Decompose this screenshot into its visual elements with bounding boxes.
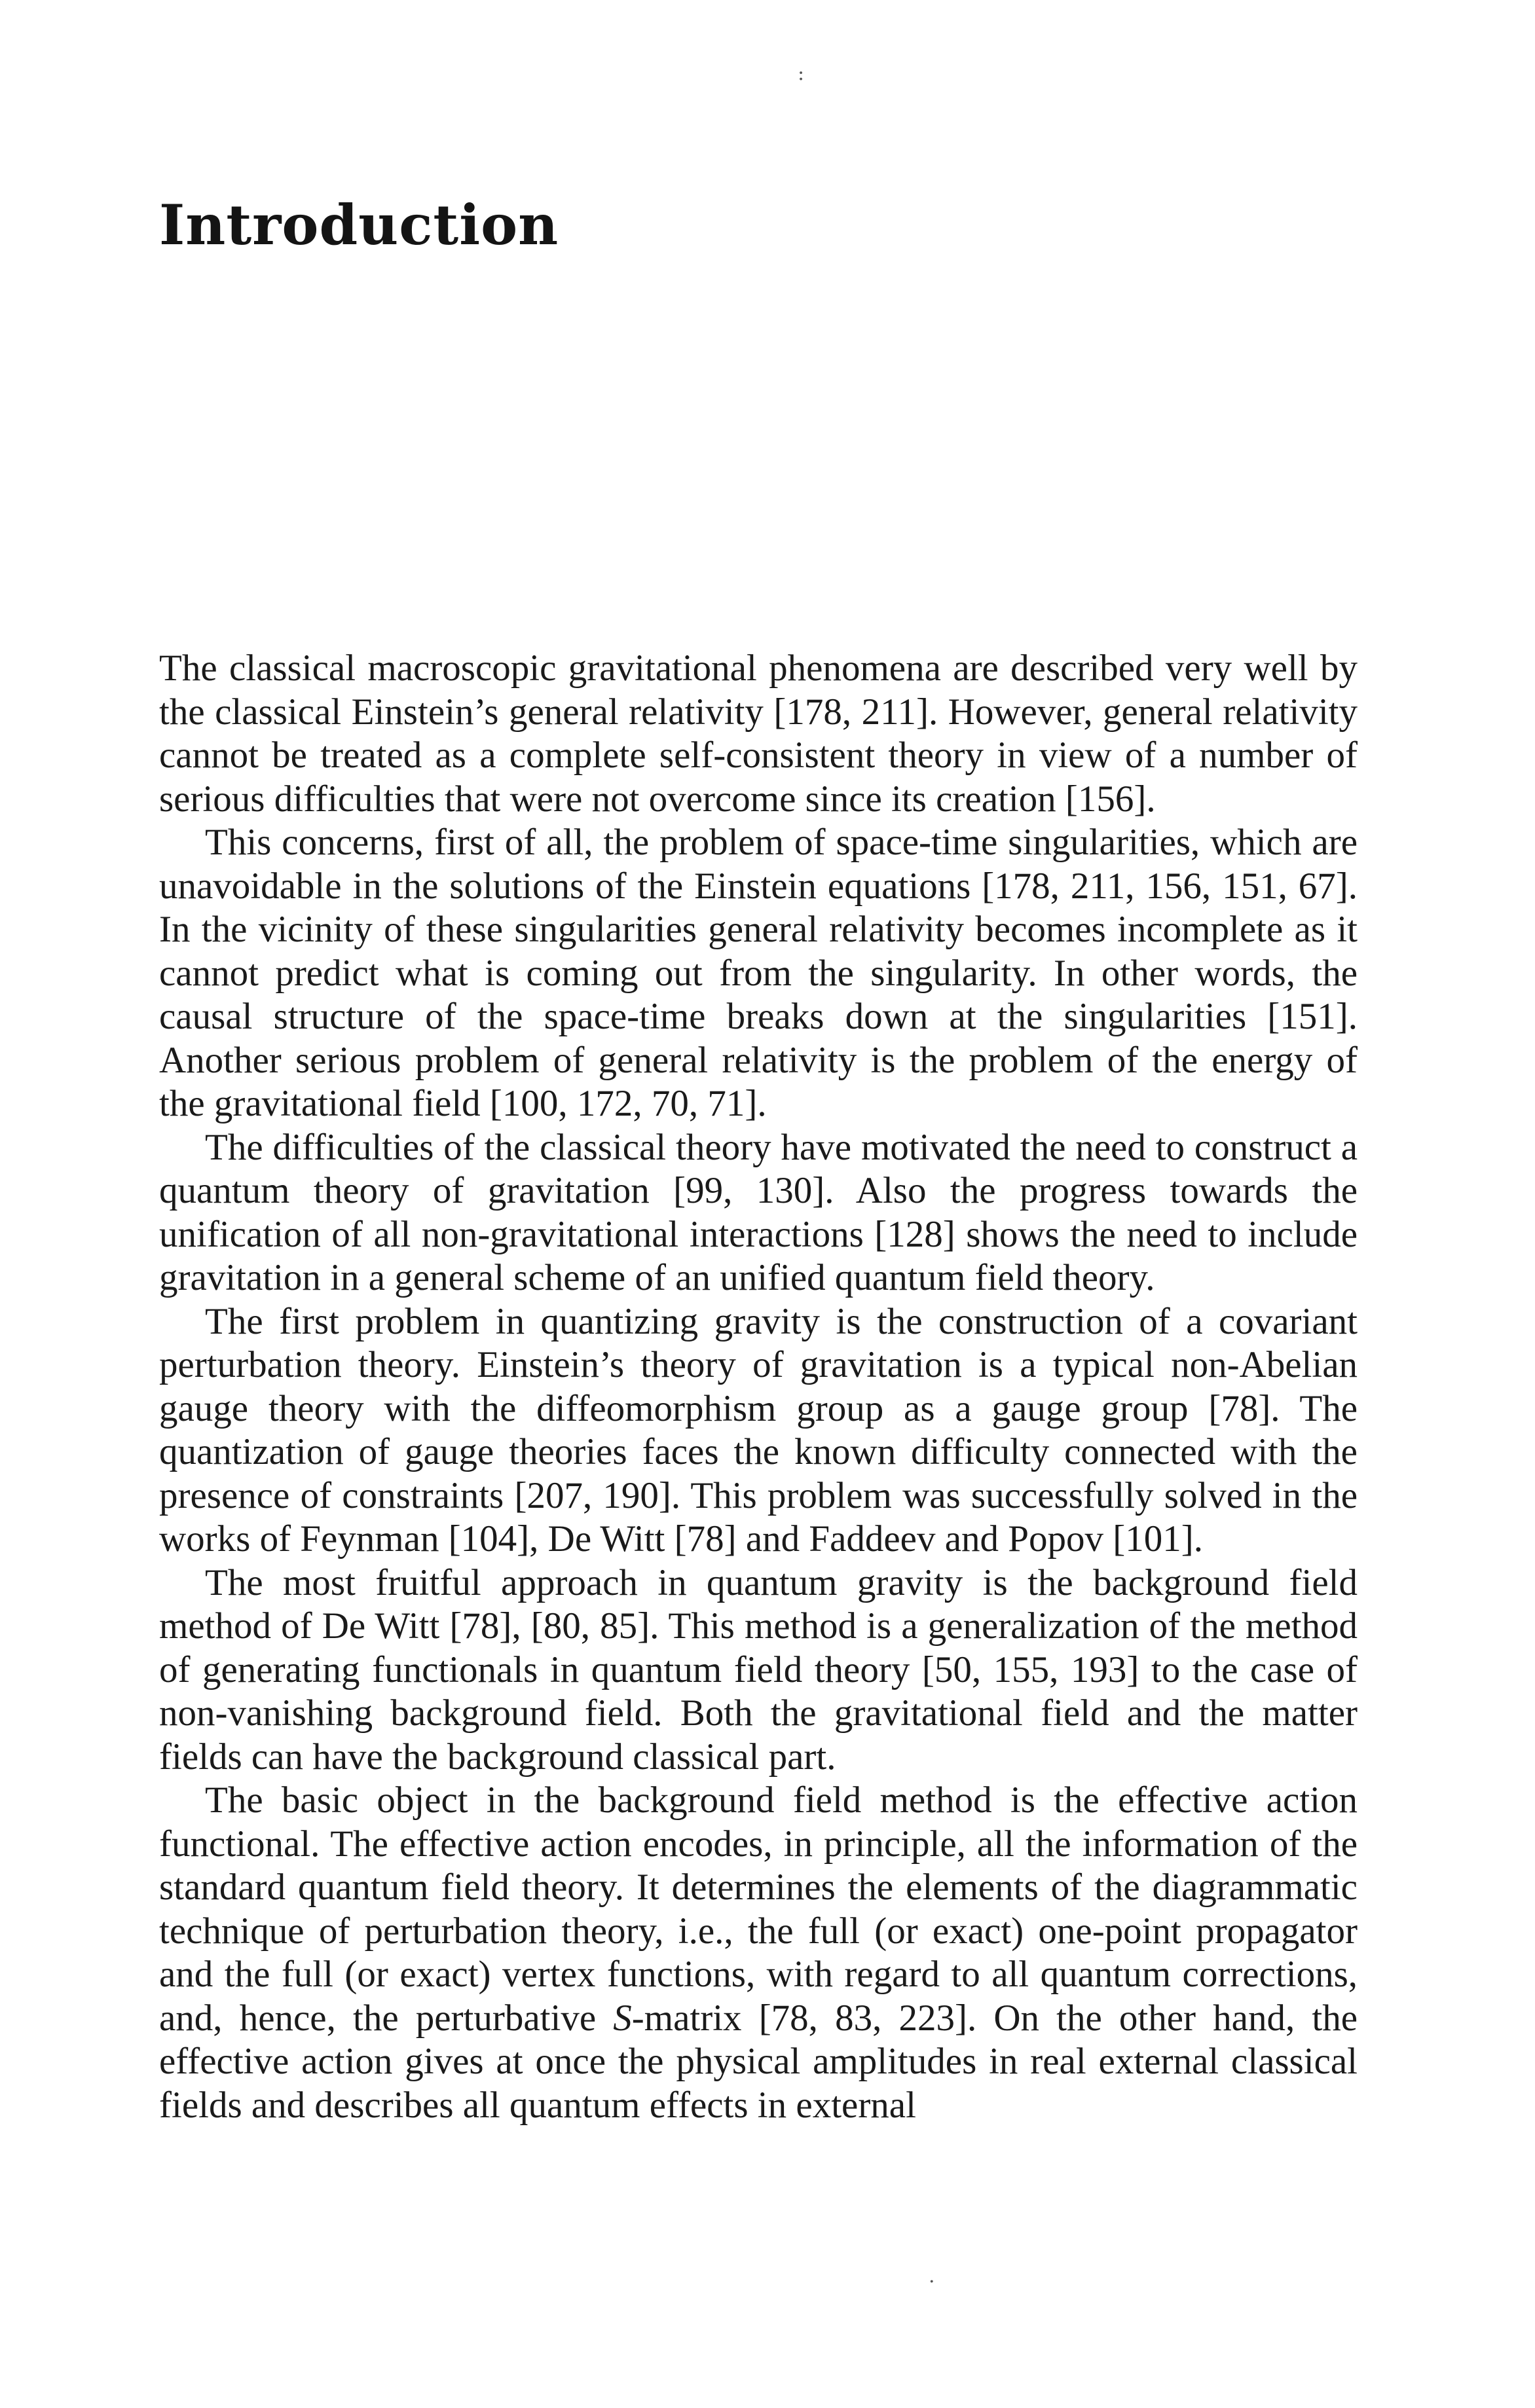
- paragraph-4: The first problem in quantizing gravity is the construction of a covariant perturbation theory. Einstein’s theory of gravitation is a typical non-Abelian gauge theory with the diffeomorphism group as a gauge group [78]. The quantization of gauge theories faces the known difficulty connected with the presence of constraints [207, 190]. This problem was successfully solved in the works of Feynman [104], De Witt [78] and Faddeev and Popov [101].: [159, 1300, 1358, 1560]
- s-matrix-symbol: S: [613, 1997, 632, 2039]
- paragraph-6-after: -matrix [78, 83, 223]. On the other hand, the effective action gives at once the physical amplitudes in real external classical fields and describes all quantum effects in external: [159, 1997, 1358, 2126]
- chapter-title: Introduction: [159, 192, 559, 257]
- paragraph-1: The classical macroscopic gravitational phenomena are described very well by the classical Einstein’s general relativity [178, 211]. However, general relativity cannot be treated as a complete self-consistent theory in view of a number of serious difficulties that were not overcome since its creation [156].: [159, 648, 1358, 820]
- page-mark-bottom: .: [929, 2265, 935, 2288]
- paragraph-5: The most fruitful approach in quantum gravity is the background field method of De Witt [78], [80, 85]. This method is a generalization of the method of generating functionals in quantum field theory [50, 155, 193] to the case of non-vanishing background field. Both the gravitational field and the matter fields can have the background classical part.: [159, 1561, 1358, 1778]
- paragraph-2: This concerns, first of all, the problem of space-time singularities, which are unavoidable in the solutions of the Einstein equations [178, 211, 156, 151, 67]. In the vicinity of these singularities general relativity becomes incomplete as it cannot predict what is coming out from the singularity. In other words, the causal structure of the space-time breaks down at the singularities [151]. Another serious problem of general relativity is the problem of the energy of the gravitational field [100, 172, 70, 71].: [159, 822, 1358, 1124]
- paragraph-6: [159, 1779, 1358, 2127]
- paragraph-6-before: The basic object in the background field method is the effective action functional. The effective action encodes, in principle, all the information of the standard quantum field theory. It determines the elements of the diagrammatic technique of perturbation theory, i.e., the full (or exact) one-point propagator and the full (or exact) vertex functions, with regard to all quantum corrections, and, hence, the perturbative: [159, 1779, 1358, 2039]
- paragraph-3: The difficulties of the classical theory have motivated the need to construct a quantum theory of gravitation [99, 130]. Also the progress towards the unification of all non-gravitational interactions [128] shows the need to include gravitation in a general scheme of an unified quantum field theory.: [159, 1126, 1358, 1298]
- body-text: [159, 647, 1358, 2127]
- page-mark-top: :: [798, 62, 805, 85]
